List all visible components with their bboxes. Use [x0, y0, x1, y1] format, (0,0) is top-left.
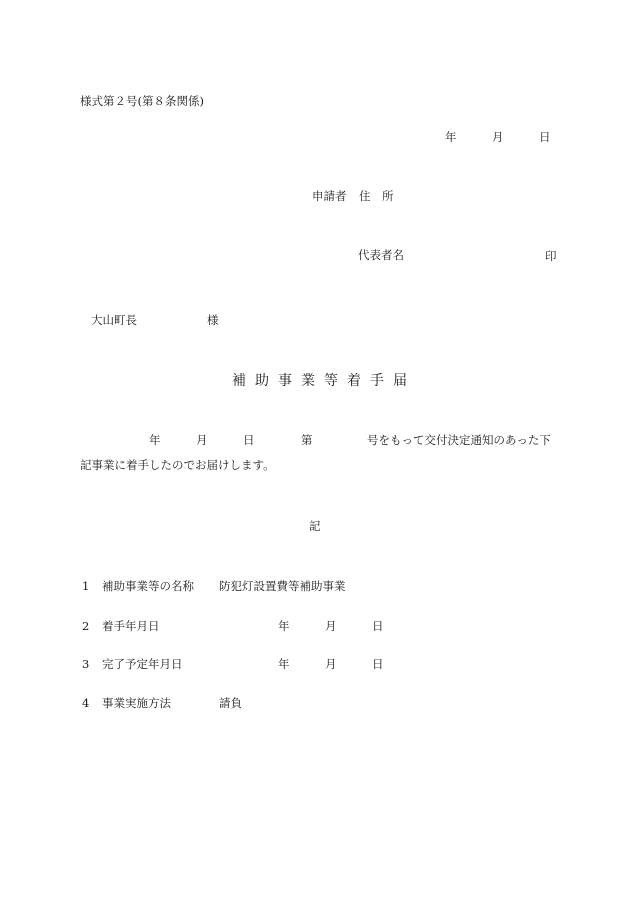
seal-mark: 印 — [545, 249, 557, 263]
date-month: 月 — [492, 130, 504, 144]
item-number: 3 — [82, 657, 90, 671]
body-number-prefix: 第 — [301, 433, 313, 447]
item-value: 請負 — [219, 696, 242, 710]
item-label: 補助事業等の名称 — [102, 579, 194, 593]
date-day: 日 — [539, 130, 551, 144]
recipient-name: 大山町長 — [91, 313, 137, 327]
item-day: 日 — [372, 619, 384, 633]
ki-mark: 記 — [309, 519, 321, 533]
date-year: 年 — [445, 130, 457, 144]
form-number: 様式第２号(第８条関係) — [80, 94, 204, 108]
document-title: 補助事業等着手届 — [232, 373, 416, 389]
item-year: 年 — [278, 657, 290, 671]
item-value: 防犯灯設置費等補助事業 — [219, 579, 346, 593]
address-label: 住 所 — [359, 189, 394, 203]
body-day: 日 — [243, 433, 255, 447]
applicant-label: 申請者 — [312, 189, 347, 203]
item-month: 月 — [325, 619, 337, 633]
representative-label: 代表者名 — [358, 248, 404, 262]
body-month: 月 — [196, 433, 208, 447]
item-day: 日 — [372, 657, 384, 671]
item-number: 1 — [82, 579, 90, 593]
item-number: 4 — [82, 696, 90, 710]
item-year: 年 — [278, 619, 290, 633]
body-year: 年 — [149, 433, 161, 447]
item-number: 2 — [82, 619, 90, 633]
body-line1-rest: 号をもって交付決定通知のあった下 — [367, 433, 551, 447]
item-label: 事業実施方法 — [102, 696, 171, 710]
item-label: 完了予定年月日 — [102, 657, 183, 671]
body-line2: 記事業に着手したのでお届けします。 — [80, 458, 275, 472]
recipient-honorific: 様 — [207, 313, 219, 327]
item-label: 着手年月日 — [102, 619, 160, 633]
item-month: 月 — [325, 657, 337, 671]
